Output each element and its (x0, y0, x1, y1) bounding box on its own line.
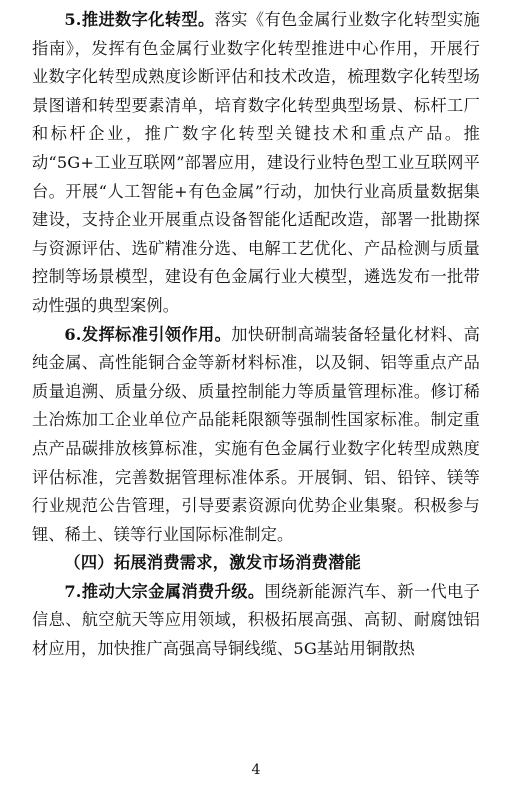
paragraph-digital-transformation (32, 6, 480, 321)
section-heading: （四）拓展消费需求，激发市场消费潜能 (64, 553, 362, 573)
paragraph-heading: 5.推进数字化转型。 (64, 10, 215, 29)
paragraph-standards (32, 321, 480, 550)
document-body (32, 6, 480, 664)
paragraph-body: 落实《有色金属行业数字化转型实施指南》，发挥有色金属行业数字化转型推进中心作用，开展行业数字化转型成熟度诊断评估和技术改造，梳理数字化转型场景图谱和转型要素清单，培育数字化转型典型场景、标杆工厂和标杆企业，推广数字化转型关键技术和重点产品。推动“5G+工业互联网”部署应用，建设行业特色型工业互联网平台。开展“人工智能+有色金属”行动，加快行业高质量数据集建设，支持企业开展重点设备智能化适配改造，部署一批勘探与资源评估、选矿精准分选、电解工艺优化、产品检测与质量控制等场景模型，建设有色金属行业大模型，遴选发布一批带动性强的典型案例。 (32, 10, 480, 315)
paragraph-heading: 6.发挥标准引领作用。 (64, 324, 232, 344)
paragraph-body: 加快研制高端装备轻量化材料、高纯金属、高性能铜合金等新材料标准，以及铜、铝等重点产品质量追溯、质量分级、质量控制能力等质量管理标准。修订稀土冶炼加工企业单位产品能耗限额等强制性国家标准。制定重点产品碳排放核算标准，实施有色金属行业数字化转型成熟度评估标准，完善数据管理标准体系。开展铜、铝、铅锌、镁等行业规范公告管理，引导要素资源向优势企业集聚。积极参与锂、稀土、镁等行业国际标准制定。 (32, 324, 480, 544)
page-number: 4 (251, 762, 261, 778)
paragraph-consumption-upgrade (32, 578, 480, 664)
paragraph-body: 围绕新能源汽车、新一代电子信息、航空航天等应用领域，积极拓展高强、高韧、耐腐蚀铝材应用，加快推广高强高导铜线缆、5G基站用铜散热 (32, 581, 480, 659)
paragraph-heading: 7.推动大宗金属消费升级。 (64, 581, 265, 601)
